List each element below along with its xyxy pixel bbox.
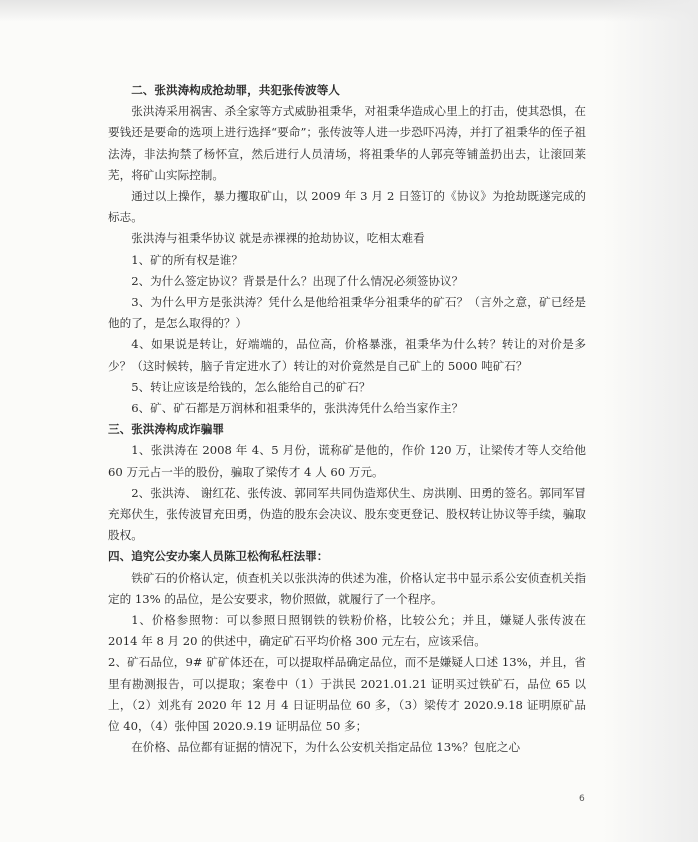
- paragraph: 1、张洪涛在 2008 年 4、5 月份，谎称矿是他的，作价 120 万，让梁传才等人交给他 60 万元占一半的股份，骗取了梁传才 4 人 60 万元。: [108, 443, 586, 479]
- document-body: [108, 80, 586, 759]
- paragraph: 2、张洪涛、 谢红花、张传波、郭同军共同伪造郑伏生、房洪刚、田勇的签名。郭同军冒充郑伏生，张传波冒充田勇，伪造的股东会决议、股东变更登记、股权转让协议等手续，骗取股权。: [108, 485, 586, 543]
- section-heading: 四、追究公安办案人员陈卫松徇私枉法罪：: [108, 549, 329, 564]
- paragraph: 张洪涛与祖秉华协议 就是赤裸裸的抢劫协议，吃相太难看: [131, 231, 425, 246]
- paragraph: 4、如果说是转让，好端端的，品位高，价格暴涨，祖秉华为什么转？转让的对价是多少？（这时候转，脑子肯定进水了）转让的对价竟然是自己矿上的 5000 吨矿石？: [108, 337, 586, 373]
- paragraph: 1、价格参照物：可以参照日照钢铁的铁粉价格，比较公允；并且，嫌疑人张传波在 2014 年 8 月 20 的供述中，确定矿石平均价格 300 元左右，应该采信。: [108, 613, 586, 649]
- paragraph: 在价格、品位都有证据的情况下，为什么公安机关指定品位 13%？包庇之心: [131, 740, 521, 755]
- paragraph: 张洪涛采用祸害、杀全家等方式威胁祖秉华，对祖秉华造成心里上的打击，使其恐惧，在要钱还是要命的选项上进行选择“要命”；张传波等人进一步恐吓冯涛，并打了祖秉华的侄子祖法涛，非法拘禁了杨怀宣，然后进行人员清场，将祖秉华的人郭亮等铺盖扔出去，让滚回莱芜，将矿山实际控制。: [108, 104, 586, 182]
- scan-right-shadow: [603, 0, 698, 842]
- paragraph: 通过以上操作，暴力攫取矿山，以 2009 年 3 月 2 日签订的《协议》为抢劫既遂完成的标志。: [108, 189, 586, 225]
- paragraph: 铁矿石的价格认定，侦查机关以张洪涛的供述为准，价格认定书中显示系公安侦查机关指定的 13% 的品位，是公安要求，物价照做，就履行了一个程序。: [108, 570, 586, 606]
- paragraph: 2、为什么签定协议？背景是什么？出现了什么情况必须签协议？: [131, 273, 464, 288]
- section-heading: 二、张洪涛构成抢劫罪，共犯张传波等人: [131, 83, 340, 97]
- paragraph: 2、矿石品位，9# 矿矿体还在，可以提取样品确定品位，而不是嫌疑人口述 13%，并且，省里有勘测报告，可以提取；案卷中（1）于洪民 2021.01.21 证明买过铁矿石，品位 65 以上，（2）刘兆有 2020 年 12 月 4 日证明品位 60 多，（3）梁传才 2020.9.18 证明原矿品位 40，（4）张仲国 2020.9.19 证明品位 50 多；: [108, 655, 586, 734]
- page-number: 6: [579, 794, 585, 804]
- scan-top-shadow: [0, 0, 698, 22]
- section-heading: 三、张洪涛构成诈骗罪: [108, 422, 224, 437]
- paragraph: 3、为什么甲方是张洪涛？凭什么是他给祖秉华分祖秉华的矿石？（言外之意，矿已经是他的了，是怎么取得的？）: [108, 295, 586, 331]
- paragraph: 6、矿、矿石都是万润林和祖秉华的，张洪涛凭什么给当家作主？: [131, 401, 464, 416]
- paragraph: 1、矿的所有权是谁？: [131, 252, 243, 267]
- paragraph: 5、转让应该是给钱的，怎么能给自己的矿石？: [131, 379, 371, 394]
